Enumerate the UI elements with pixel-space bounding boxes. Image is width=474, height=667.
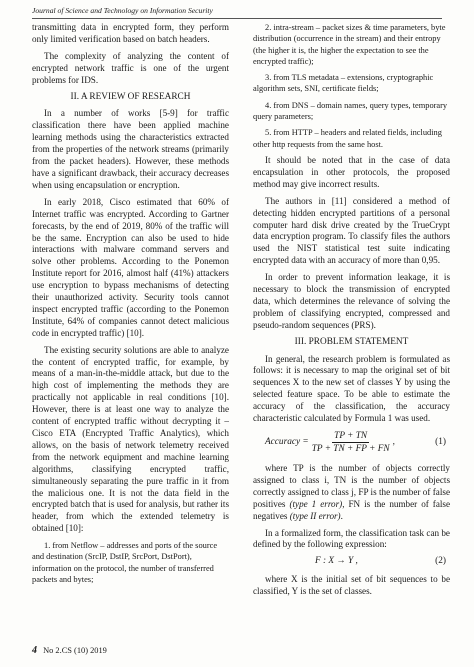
- equation-number-2: (2): [435, 556, 446, 567]
- list-item-intra-stream: 2. intra-stream – packet sizes & time parameters, byte distribution (occurrence in the stream) and their entropy (the higher it is, the higher the expectation to see the encrypted traffic);: [253, 23, 446, 66]
- section-heading-problem: III. PROBLEM STATEMENT: [294, 336, 409, 347]
- type-1-error: (type 1 error): [289, 498, 343, 509]
- equation-number-1: (1): [435, 436, 446, 447]
- paragraph-intro-continuation: transmitting data in encrypted form, they perform only limited verification based on batch headers.: [32, 22, 229, 44]
- formula-denominator: TP + TN + FP + FN: [311, 444, 390, 454]
- journal-title: Journal of Science and Technology on Information Security: [32, 6, 213, 15]
- paragraph-note: It should be noted that in the case of data encapsulation in other protocols, the proposed method may give incorrect results.: [253, 154, 450, 189]
- left-column: [32, 22, 229, 590]
- list-item-netflow: 1. from Netflow – addresses and ports of the source and destination (SrcIP, DstIP, SrcPort, DstPort), information on the protocol, the number of transferred packets and bytes;: [32, 541, 218, 585]
- issue-label: No 2.CS (10) 2019: [43, 646, 107, 655]
- page-number: 4: [32, 645, 37, 656]
- list-item-http: 5. from HTTP – headers and related fields, including other http requests from the same host.: [253, 128, 442, 149]
- right-column: [253, 22, 450, 603]
- paragraph-authors: The authors in [11] considered a method of detecting hidden encrypted partitions of a personal computer hard disk drive created by the TrueCrypt data encryption program. To classify files the authors used the NIST statistical test suite indicating encrypted data with an accuracy of more than 0,95.: [253, 195, 450, 266]
- paragraph-review-3: The existing security solutions are able to analyze the content of encrypted traffic, for example, by means of a man-in-the-middle attack, but due to the high cost of implementing the methods they are practically not applicable in real conditions [10]. However, there is at least one way to analyze the content of encrypted traffic without decrypting it – Cisco ETA (Encrypted Traffic Analytics), which allows, on the basis of network telemetry received from the network equipment and machine learning algorithms, classifying encrypted traffic, simultaneously separating the pure traffic in it from the malicious one. It is not the data field in the encrypted batch that is used for analysis, but rather its header, from which the extended telemetry is obtained [10]:: [32, 344, 229, 534]
- formula-mapping: [253, 556, 450, 568]
- paragraph-review-1: In a number of works [5-9] for traffic classification there have been applied machine learning methods using the characteristics extracted from the properties of the network streams (primarily from the packet headers). However, these methods have a significant drawback, their accuracy decreases when using encapsulation or encryption.: [32, 108, 229, 190]
- formula-mapping-expr: F : X → Y ,: [315, 556, 358, 567]
- paragraph-formalized: In a formalized form, the classification task can be defined by the following expression:: [253, 527, 450, 550]
- paragraph-where-tp: [253, 463, 450, 523]
- list-item-tls: 3. from TLS metadata – extensions, cryptographic algorithm sets, SNI, certificate fields;: [253, 73, 434, 94]
- formula-accuracy: [253, 430, 450, 455]
- where-text-a: where TP is the number of objects correctly assigned to class i, TN is the number of objects correctly assigned to class j, FP is the number of false positives: [253, 463, 450, 509]
- where-text-b: , FN is the number of false negatives: [253, 498, 451, 521]
- paragraph-review-2: In early 2018, Cisco estimated that 60% of Internet traffic was encrypted. According to Gartner forecasts, by the end of 2019, 80% of the traffic will be the same. Encryption can also be used to hide interactions with malware command servers and solve other problems. According to the Ponemon Institute report for 2016, almost half (41%) attackers use encryption to bypass mechanisms of detecting their unauthorized activity. Security tools cannot inspect encrypted traffic (according to the Ponemon Institute, 64% of companies cannot detect malicious code in encrypted traffic) [10].: [32, 196, 229, 338]
- list-item-dns: 4. from DNS – domain names, query types, temporary query parameters;: [253, 100, 448, 122]
- paragraph-where-x: where X is the initial set of bit sequences to be classified, Y is the set of classes.: [253, 574, 450, 597]
- where-text-end: .: [340, 510, 343, 521]
- paragraph-intro-complexity: The complexity of analyzing the content of encrypted network traffic is one of the urgent problems for IDS.: [32, 50, 229, 85]
- paragraph-prevent-leakage: In order to prevent information leakage, it is necessary to block the transmission of encrypted data, which determines the relevance of solving the problem of classifying encrypted, compressed and pseudo-random sequences (PRS).: [253, 272, 450, 330]
- type-2-error: (type II error): [289, 510, 341, 521]
- running-header: [32, 6, 442, 19]
- formula-numerator: TP + TN: [334, 431, 368, 441]
- formula-trail: ,: [392, 436, 395, 447]
- page-footer: [32, 645, 107, 656]
- paragraph-problem: In general, the research problem is formulated as follows: it is necessary to map the original set of bit sequences X to the new set of classes Y by using the selected feature space. To be able to estimate the accuracy of the classification, the accuracy characteristic calculated by Formula 1 was used.: [253, 353, 450, 424]
- formula-lhs: Accuracy =: [265, 436, 309, 447]
- formula-fraction: [312, 430, 390, 455]
- section-heading-review: II. A REVIEW OF RESEARCH: [70, 91, 191, 102]
